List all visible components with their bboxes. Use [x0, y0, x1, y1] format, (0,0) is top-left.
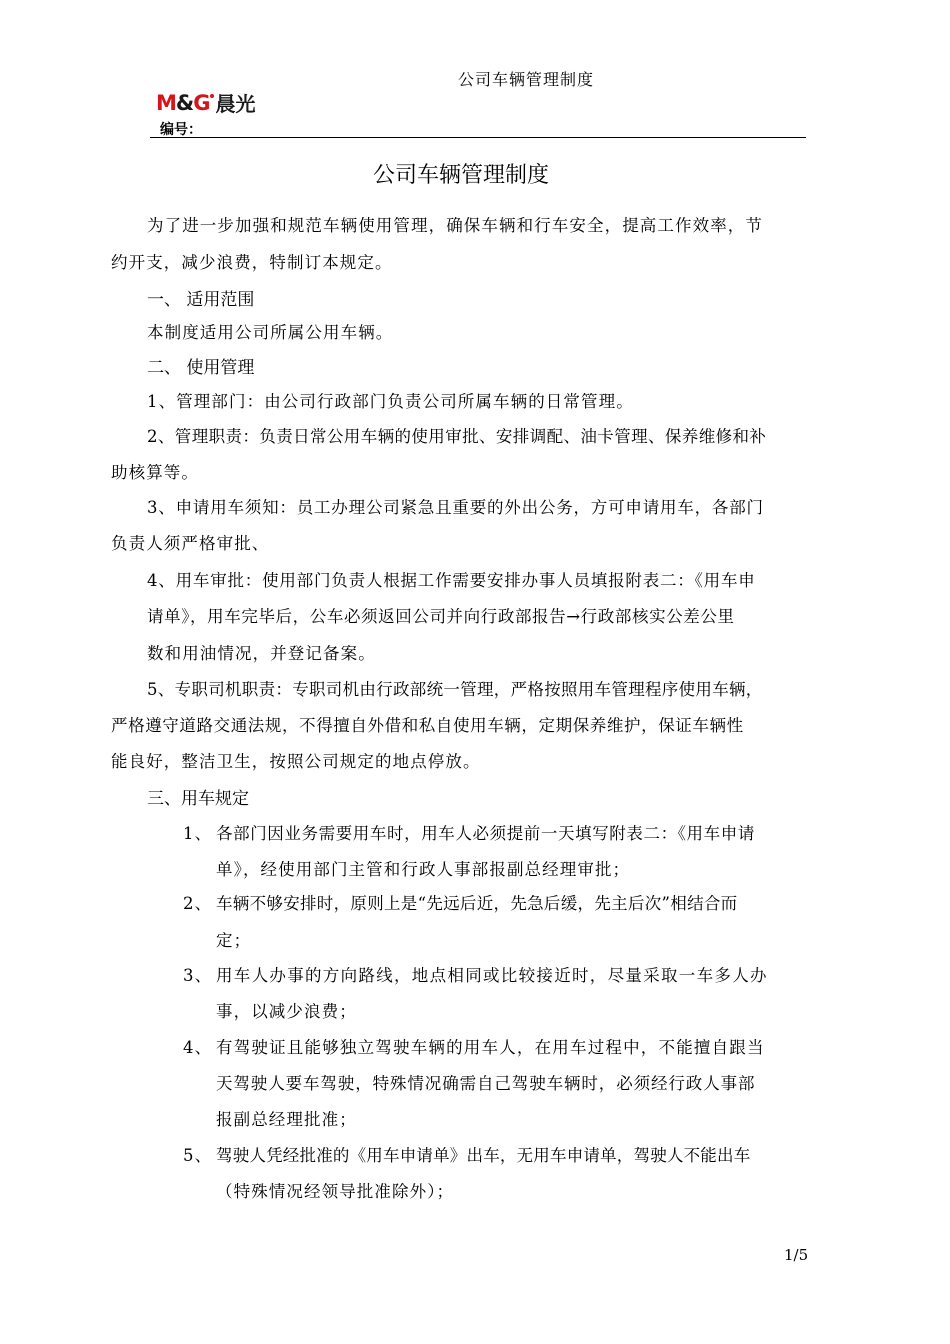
section-2-item-4-line-2: 请单》，用车完毕后，公车必须返回公司并向行政部报告→行政部核实公差公里: [147, 607, 735, 626]
page-number: 1/5: [784, 1246, 809, 1264]
rule-3-number: 3、: [183, 966, 213, 985]
serial-number-label: 编号：: [160, 122, 202, 138]
company-logo: [156, 88, 255, 117]
section-2-item-1: 1、管理部门：由公司行政部门负责公司所属车辆的日常管理。: [147, 392, 634, 411]
section-2-item-3-line-1: 3、申请用车须知：员工办理公司紧急且重要的外出公务，方可申请用车，各部门: [147, 498, 764, 517]
logo-chinese-text: 晨光: [215, 92, 256, 116]
rule-1-line-2: 单》，经使用部门主管和行政人事部报副总经理审批；: [216, 860, 631, 879]
section-2-item-3-line-2: 负责人须严格审批、: [111, 534, 270, 553]
intro-line-2: 约开支，减少浪费，特制订本规定。: [111, 253, 393, 272]
rule-1-number: 1、: [183, 824, 213, 843]
section-1-heading: 一、 适用范围: [147, 290, 255, 310]
section-3-heading: 三、用车规定: [147, 789, 249, 809]
rule-1-line-1: 各部门因业务需要用车时，用车人必须提前一天填写附表二：《用车申请: [216, 824, 755, 843]
rule-2-number: 2、: [183, 894, 213, 913]
section-2-item-5-line-3: 能良好，整洁卫生，按照公司规定的地点停放。: [111, 752, 481, 771]
header-divider: [150, 137, 806, 138]
rule-4-line-2: 天驾驶人要车驾驶，特殊情况确需自己驾驶车辆时，必须经行政人事部: [216, 1074, 756, 1093]
section-2-item-2-line-1: 2、管理职责：负责日常公用车辆的使用审批、安排调配、油卡管理、保养维修和补: [147, 427, 767, 446]
section-2-item-5-line-2: 严格遵守道路交通法规，不得擅自外借和私自使用车辆，定期保养维护，保证车辆性: [111, 716, 744, 735]
document-title: 公司车辆管理制度: [373, 163, 550, 188]
rule-4-line-3: 报副总经理批准；: [216, 1110, 357, 1129]
section-1-body: 本制度适用公司所属公用车辆。: [147, 323, 394, 342]
rule-4-line-1: 有驾驶证且能够独立驾驶车辆的用车人，在用车过程中，不能擅自跟当: [216, 1038, 765, 1057]
logo-dot-icon: [210, 94, 214, 98]
section-2-item-4-line-3: 数和用油情况，并登记备案。: [147, 644, 376, 663]
rule-5-line-2: （特殊情况经领导批准除外）；: [216, 1182, 455, 1201]
rule-5-line-1: 驾驶人凭经批准的《用车申请单》出车，无用车申请单，驾驶人不能出车: [216, 1146, 751, 1165]
section-2-item-5-line-1: 5、专职司机职责：专职司机由行政部统一管理，严格按照用车管理程序使用车辆，: [147, 680, 763, 699]
rule-2-line-1: 车辆不够安排时，原则上是“先远后近，先急后缓，先主后次”相结合而: [216, 894, 738, 913]
rule-3-line-2: 事，以减少浪费；: [216, 1002, 357, 1021]
section-2-heading: 二、 使用管理: [147, 358, 255, 378]
intro-line-1: 为了进一步加强和规范车辆使用管理，确保车辆和行车安全，提高工作效率，节: [147, 216, 763, 235]
rule-3-line-1: 用车人办事的方向路线，地点相同或比较接近时，尽量采取一车多人办: [216, 966, 768, 985]
rule-5-number: 5、: [183, 1146, 213, 1165]
section-2-item-2-line-2: 助核算等。: [111, 463, 199, 482]
rule-4-number: 4、: [183, 1038, 213, 1057]
rule-2-line-2: 定；: [216, 931, 252, 950]
section-2-item-4-line-1: 4、用车审批：使用部门负责人根据工作需要安排办事人员填报附表二：《用车申: [147, 571, 756, 590]
running-header-title: 公司车辆管理制度: [458, 70, 595, 89]
logo-latin-text: M&G: [156, 90, 210, 115]
